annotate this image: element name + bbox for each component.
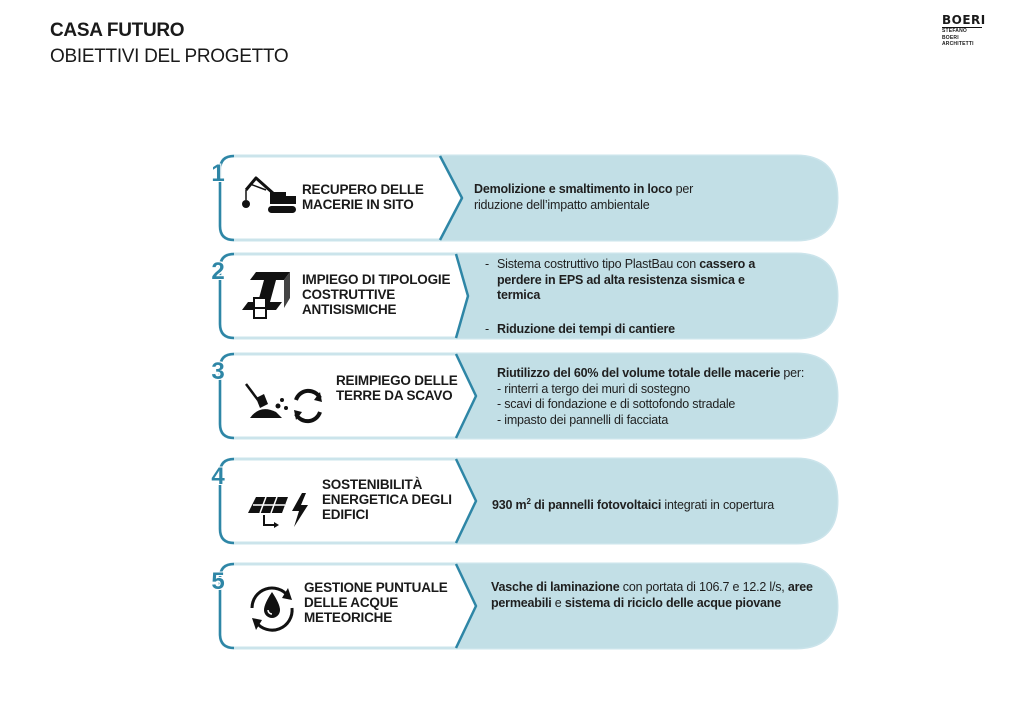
desc-bold: Riutilizzo del 60% del volume totale delle macerie: [497, 366, 781, 380]
objective-description: [491, 580, 821, 611]
list-item: - scavi di fondazione e di sottofondo stradale: [497, 397, 736, 411]
desc-text: integrati in copertura: [661, 498, 774, 513]
logo-mark: BOERI: [942, 13, 986, 27]
objective-description: [492, 494, 822, 514]
step-number: 1: [211, 160, 225, 187]
desc-text: Sistema costruttivo tipo PlastBau con: [497, 257, 700, 271]
logo-line: STEFANO: [942, 28, 968, 34]
step-number: 4: [211, 463, 225, 490]
objective-title: SOSTENIBILITÀ ENERGETICA DEGLI EDIFICI: [322, 477, 452, 522]
objective-card: [200, 562, 840, 650]
objective-description: [474, 182, 724, 213]
water-cycle-icon: [244, 578, 306, 634]
logo-line: BOERI: [942, 34, 959, 41]
step-number: 3: [211, 358, 225, 385]
step-number: 5: [211, 568, 225, 595]
desc-bold: aree permeabili: [491, 580, 813, 610]
logo-line: ARCHITETTI: [942, 41, 974, 47]
desc-bold: Riduzione dei tempi di cantiere: [497, 321, 675, 336]
objective-card: [200, 154, 840, 242]
list-item: - Riduzione dei tempi di cantiere: [485, 321, 675, 336]
desc-bold: sistema di riciclo delle acque piovane: [564, 595, 781, 610]
studio-logo: [942, 13, 986, 48]
list-item: - rinterri a tergo dei muri di sostegno: [497, 381, 690, 396]
desc-bold: Demolizione e smaltimento in loco: [474, 182, 673, 196]
desc-bold: 930 m: [492, 498, 527, 513]
desc-bold: cassero a perdere in EPS ad alta resistenza sismica e termica: [497, 257, 756, 302]
list-item: - Sistema costruttivo tipo PlastBau con cassero a perdere in EPS ad alta resistenza sismica e termica: [485, 257, 756, 302]
objective-title: IMPIEGO DI TIPOLOGIE COSTRUTTIVE ANTISISMICHE: [302, 272, 451, 317]
desc-bold: di pannelli fotovoltaici: [530, 498, 662, 513]
objective-title: REIMPIEGO DELLE TERRE DA SCAVO: [336, 373, 458, 403]
step-number: 2: [211, 258, 225, 285]
desc-text: per:: [780, 366, 805, 380]
desc-text: e: [551, 595, 565, 610]
desc-bold: Vasche di laminazione: [491, 580, 620, 594]
objective-card: [200, 352, 840, 440]
solar-panel-icon: [242, 473, 314, 529]
objective-title: GESTIONE PUNTUALE DELLE ACQUE METEORICHE: [304, 580, 448, 625]
objective-title: RECUPERO DELLE MACERIE IN SITO: [302, 182, 424, 212]
page-title: CASA FUTURO: [50, 20, 185, 41]
desc-superscript: 2: [526, 497, 531, 506]
list-item: [497, 366, 827, 382]
steel-beam-icon: [240, 268, 302, 324]
desc-text: con portata di 106.7 e 12.2 l/s,: [619, 580, 788, 594]
objective-card: [200, 457, 840, 545]
excavator-icon: [240, 170, 302, 226]
objective-description: [485, 257, 785, 337]
page-subtitle: OBIETTIVI DEL PROGETTO: [50, 46, 289, 67]
objective-card: [200, 252, 840, 340]
objective-description: [497, 366, 827, 428]
desc-text: per riduzione dell’impatto ambientale: [474, 182, 694, 212]
list-item: - impasto dei pannelli di facciata: [497, 412, 669, 427]
shovel-recycle-icon: [242, 368, 328, 424]
